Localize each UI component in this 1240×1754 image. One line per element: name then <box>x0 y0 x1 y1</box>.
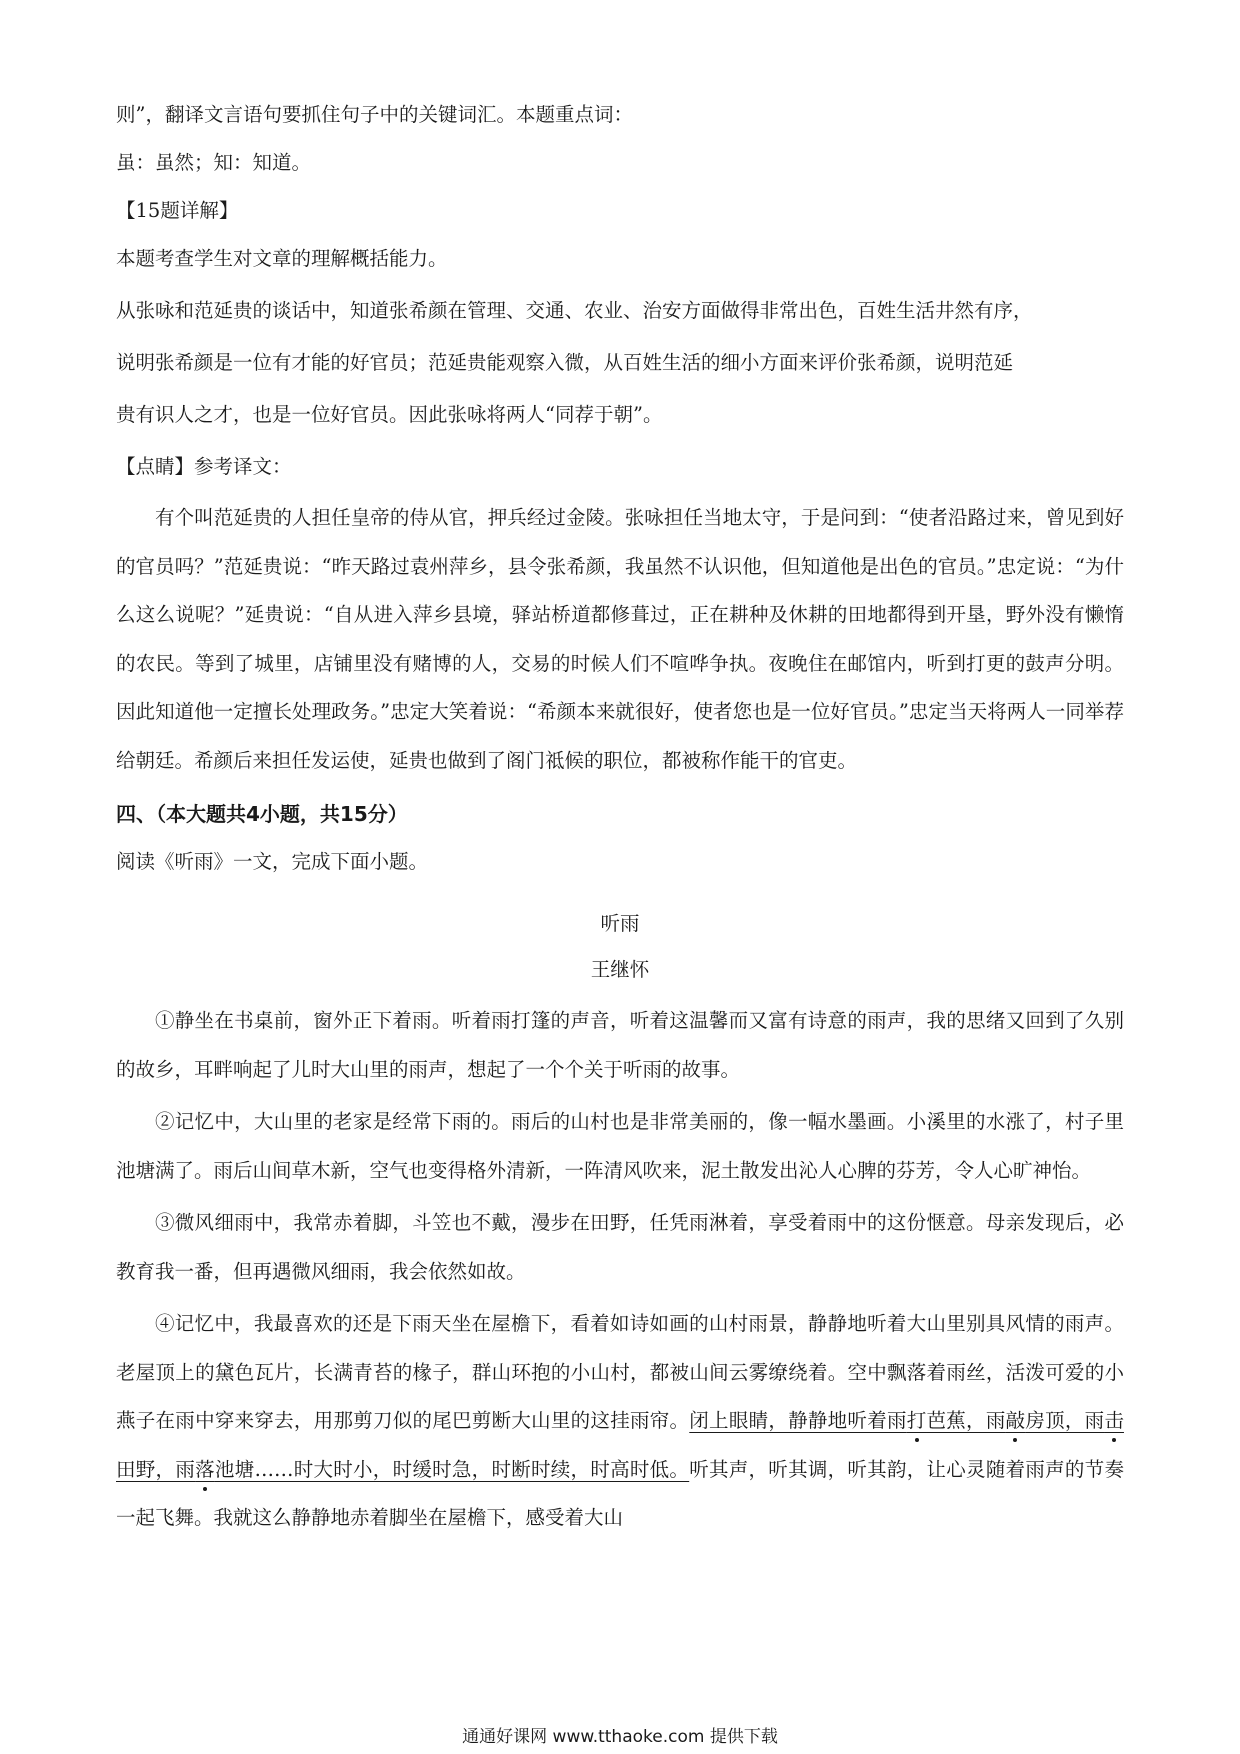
article-paragraph-1: ①静坐在书桌前，窗外正下着雨。听着雨打篷的声音，听着这温馨而又富有诗意的雨声，我的思绪又回到了久别的故乡，耳畔响起了儿时大山里的雨声，想起了一个个关于听雨的故事。 <box>116 1009 1124 1081</box>
question-detail-label: 【15题详解】 <box>116 199 239 222</box>
article-paragraph-4 <box>116 1300 1124 1543</box>
document-page <box>116 98 1124 1543</box>
text-line: 从张咏和范延贵的谈话中，知道张希颜在管理、交通、农业、治安方面做得非常出色，百姓生活井然有序， <box>116 299 1033 322</box>
text-line: 贵有识人之才，也是一位好官员。因此张咏将两人“同荐于朝”。 <box>116 403 663 426</box>
text-line: 说明张希颜是一位有才能的好官员；范延贵能观察入微，从百姓生活的细小方面来评价张希颜，说明范延 <box>116 351 1014 374</box>
article-author: 王继怀 <box>590 958 650 981</box>
article-header <box>116 901 1124 993</box>
paragraph-text: 听其声，听其调，听其韵，让心灵随着雨声的节奏一起飞舞。我就这么静静地赤着脚坐在屋檐下，感受着大山 <box>116 1457 1124 1529</box>
text-line: 虽：虽然；知：知道。 <box>116 151 312 174</box>
reading-instruction: 阅读《听雨》一文，完成下面小题。 <box>116 850 429 873</box>
text-line: 则”，翻译文言语句要抓住句子中的关键词汇。本题重点词： <box>116 103 633 126</box>
article-title: 听雨 <box>600 912 640 935</box>
article-paragraph-2: ②记忆中，大山里的老家是经常下雨的。雨后的山村也是非常美丽的，像一幅水墨画。小溪里的水涨了，村子里池塘满了。雨后山间草木新，空气也变得格外清新，一阵清风吹来，泥土散发出沁人心脾的芬芳，令人心旷神怡。 <box>116 1110 1124 1182</box>
section-heading: 四、（本大题共4小题，共15分） <box>116 802 408 826</box>
emphasis-dot-char: 打 <box>906 1409 927 1432</box>
article-paragraph-3: ③微风细雨中，我常赤着脚，斗笠也不戴，漫步在田野，任凭雨淋着，享受着雨中的这份惬意。母亲发现后，必教育我一番，但再遇微风细雨，我会依然如故。 <box>116 1211 1124 1283</box>
reference-translation-label: 【点睛】参考译文： <box>116 455 292 478</box>
underlined-sentence: 闭上眼睛，静静地听着雨打芭蕉，雨敲房顶，雨击田野，雨落池塘……时大时小，时缓时急，时断时续，时高时低。 <box>116 1409 1124 1481</box>
translation-paragraph: 有个叫范延贵的人担任皇帝的侍从官，押兵经过金陵。张咏担任当地太守，于是问到：“使者沿路过来，曾见到好的官员吗？”范延贵说：“昨天路过袁州萍乡，县令张希颜，我虽然不认识他，但知道他是出色的官员。”忠定说：“为什么这么说呢？”延贵说：“自从进入萍乡县境，驿站桥道都修葺过，正在耕种及休耕的田地都得到开垦，野外没有懒惰的农民。等到了城里，店铺里没有赌博的人，交易的时候人们不喧哗争执。夜晚住在邮馆内，听到打更的鼓声分明。因此知道他一定擅长处理政务。”忠定大笑着说：“希颜本来就很好，使者您也是一位好官员。”忠定当天将两人一同举荐给朝廷。希颜后来担任发运使，延贵也做到了阁门祗候的职位，都被称作能干的官吏。 <box>116 506 1124 772</box>
emphasis-dot-char: 击 <box>1104 1409 1124 1432</box>
emphasis-dot-char: 落 <box>195 1457 215 1481</box>
text-line: 本题考查学生对文章的理解概括能力。 <box>116 247 448 270</box>
paragraph-text: ④记忆中，我最喜欢的还是下雨天坐在屋檐下，看着如诗如画的山村雨景，静静地听着大山里别具风情的雨声。老屋顶上的黛色瓦片，长满青苔的椽子，群山环抱的小山村，都被山间云雾缭绕着。空中飘落着雨丝，活泼可爱的小燕子在雨中穿来穿去，用那剪刀似的尾巴剪断大山里的这挂雨帘。 <box>116 1312 1124 1432</box>
page-footer: 通通好课网 www.tthaoke.com 提供下载 <box>462 1727 778 1747</box>
emphasis-dot-char: 敲 <box>1005 1409 1026 1432</box>
